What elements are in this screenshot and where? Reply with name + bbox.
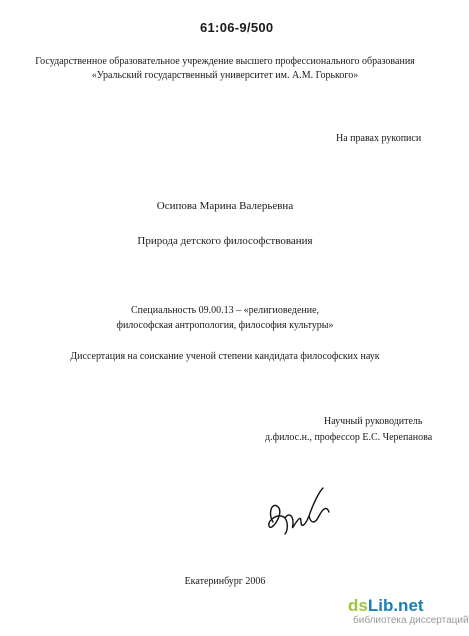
dslib-logo[interactable] [348,596,424,616]
supervisor-name: д.филос.н., профессор Е.С. Черепанова [265,432,433,443]
supervisor-role: Научный руководитель [324,416,423,427]
dissertation-title: Природа детского философствования [137,235,313,247]
city-year: Екатеринбург 2006 [184,576,266,587]
catalog-code: 61:06-9/500 [200,20,274,35]
specialty-line-2: философская антропология, философия культуры» [116,320,334,331]
dslib-subtitle: библиотека диссертаций [353,615,469,626]
dslib-logo-part1: ds [348,596,368,615]
handwritten-signature [265,478,345,548]
manuscript-rights-note: На правах рукописи [336,133,422,144]
author-name: Осипова Марина Валерьевна [156,200,294,212]
institution-line-1: Государственное образовательное учреждение высшего профессионального образования [35,56,415,67]
institution-line-2: «Уральский государственный университет им. А.М. Горького» [91,70,359,81]
specialty-line-1: Специальность 09.00.13 – «религиоведение, [130,305,320,316]
degree-statement: Диссертация на соискание ученой степени кандидата философских наук [70,351,380,362]
dslib-logo-part2: Lib.net [367,596,424,615]
